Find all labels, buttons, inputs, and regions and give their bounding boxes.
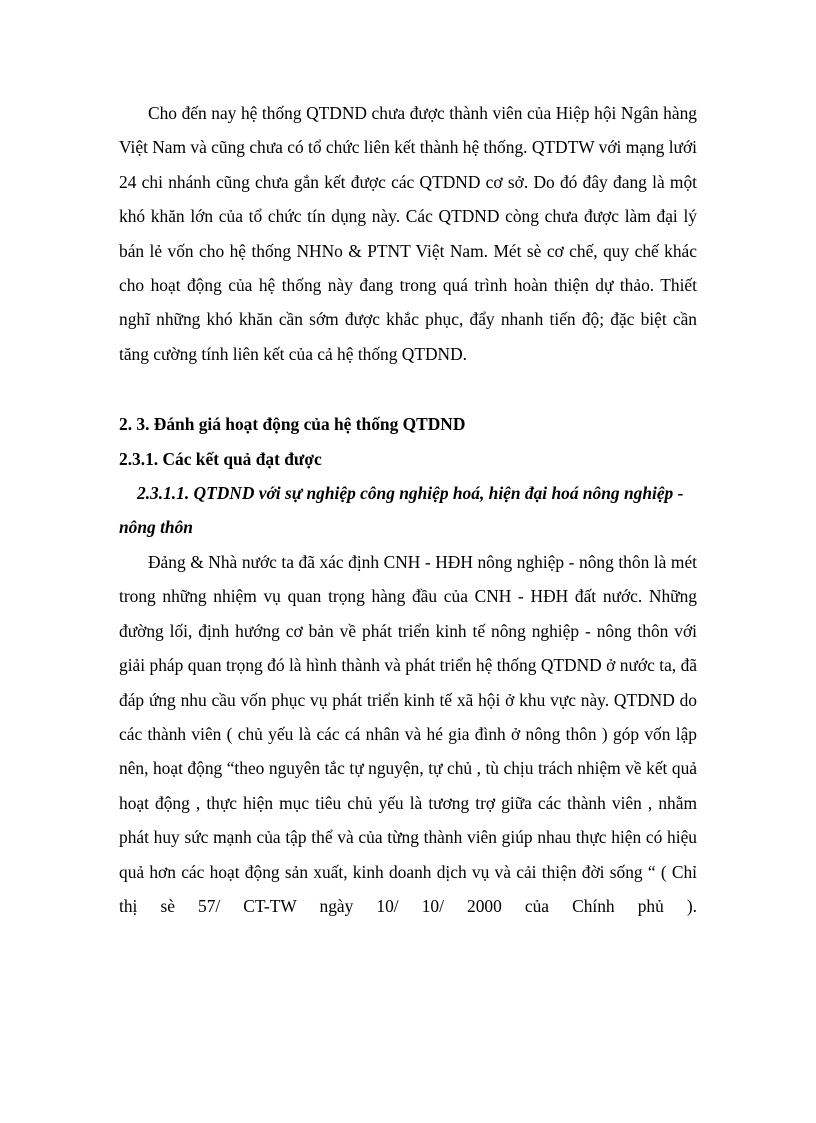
section-spacer bbox=[119, 371, 697, 407]
paragraph-body: Đảng & Nhà nước ta đã xác định CNH - HĐH nông nghiệp - nông thôn là mét trong những nhiệm vụ quan trọng hàng đầu của CNH - HĐH đất nước. Những đường lối, định hướng cơ bản về phát triển kinh tế nông nghiệp - nông thôn với giải pháp quan trọng đó là hình thành và phát triển hệ thống QTDND ở nước ta, đã đáp ứng nhu cầu vốn phục vụ phát triển kinh tế xã hội ở khu vực này. QTDND do các thành viên ( chủ yếu là các cá nhân và hé gia đình ở nông thôn ) góp vốn lập nên, hoạt động “theo nguyên tắc tự nguyện, tự chủ , tù chịu trách nhiệm về kết quả hoạt động , thực hiện mục tiêu chủ yếu là tương trợ giữa các thành viên , nhằm phát huy sức mạnh của tập thể và của từng thành viên giúp nhau thực hiện có hiệu quả hơn các hoạt động sản xuất, kinh doanh dịch vụ và cải thiện đời sống “ ( Chỉ thị sè 57/ CT-TW ngày 10/ 10/ 2000 của Chính phủ ). bbox=[119, 551, 697, 916]
section-heading-2-3-1-1: 2.3.1.1. QTDND với sự nghiệp công nghiệp hoá, hiện đại hoá nông nghiệp - nông thôn bbox=[119, 483, 684, 538]
document-page bbox=[119, 96, 697, 923]
section-heading-2-3-1: 2.3.1. Các kết quả đạt được bbox=[119, 448, 322, 469]
section-heading-2-3: 2. 3. Đánh giá hoạt động của hệ thống QTDND bbox=[119, 414, 466, 435]
paragraph-intro: Cho đến nay hệ thống QTDND chưa được thành viên của Hiệp hội Ngân hàng Việt Nam và cũng chưa có tổ chức liên kết thành hệ thống. QTDTW với mạng lưới 24 chi nhánh cũng chưa gắn kết được các QTDND cơ sở. Do đó đây đang là một khó khăn lớn của tổ chức tín dụng này. Các QTDND còng chưa được làm đại lý bán lẻ vốn cho hệ thống NHNo & PTNT Việt Nam. Mét sè cơ chế, quy chế khác cho hoạt động của hệ thống này đang trong quá trình hoàn thiện dự thảo. Thiết nghĩ những khó khăn cần sớm được khắc phục, đẩy nhanh tiến độ; đặc biệt cần tăng cường tính liên kết của cả hệ thống QTDND. bbox=[119, 103, 697, 364]
